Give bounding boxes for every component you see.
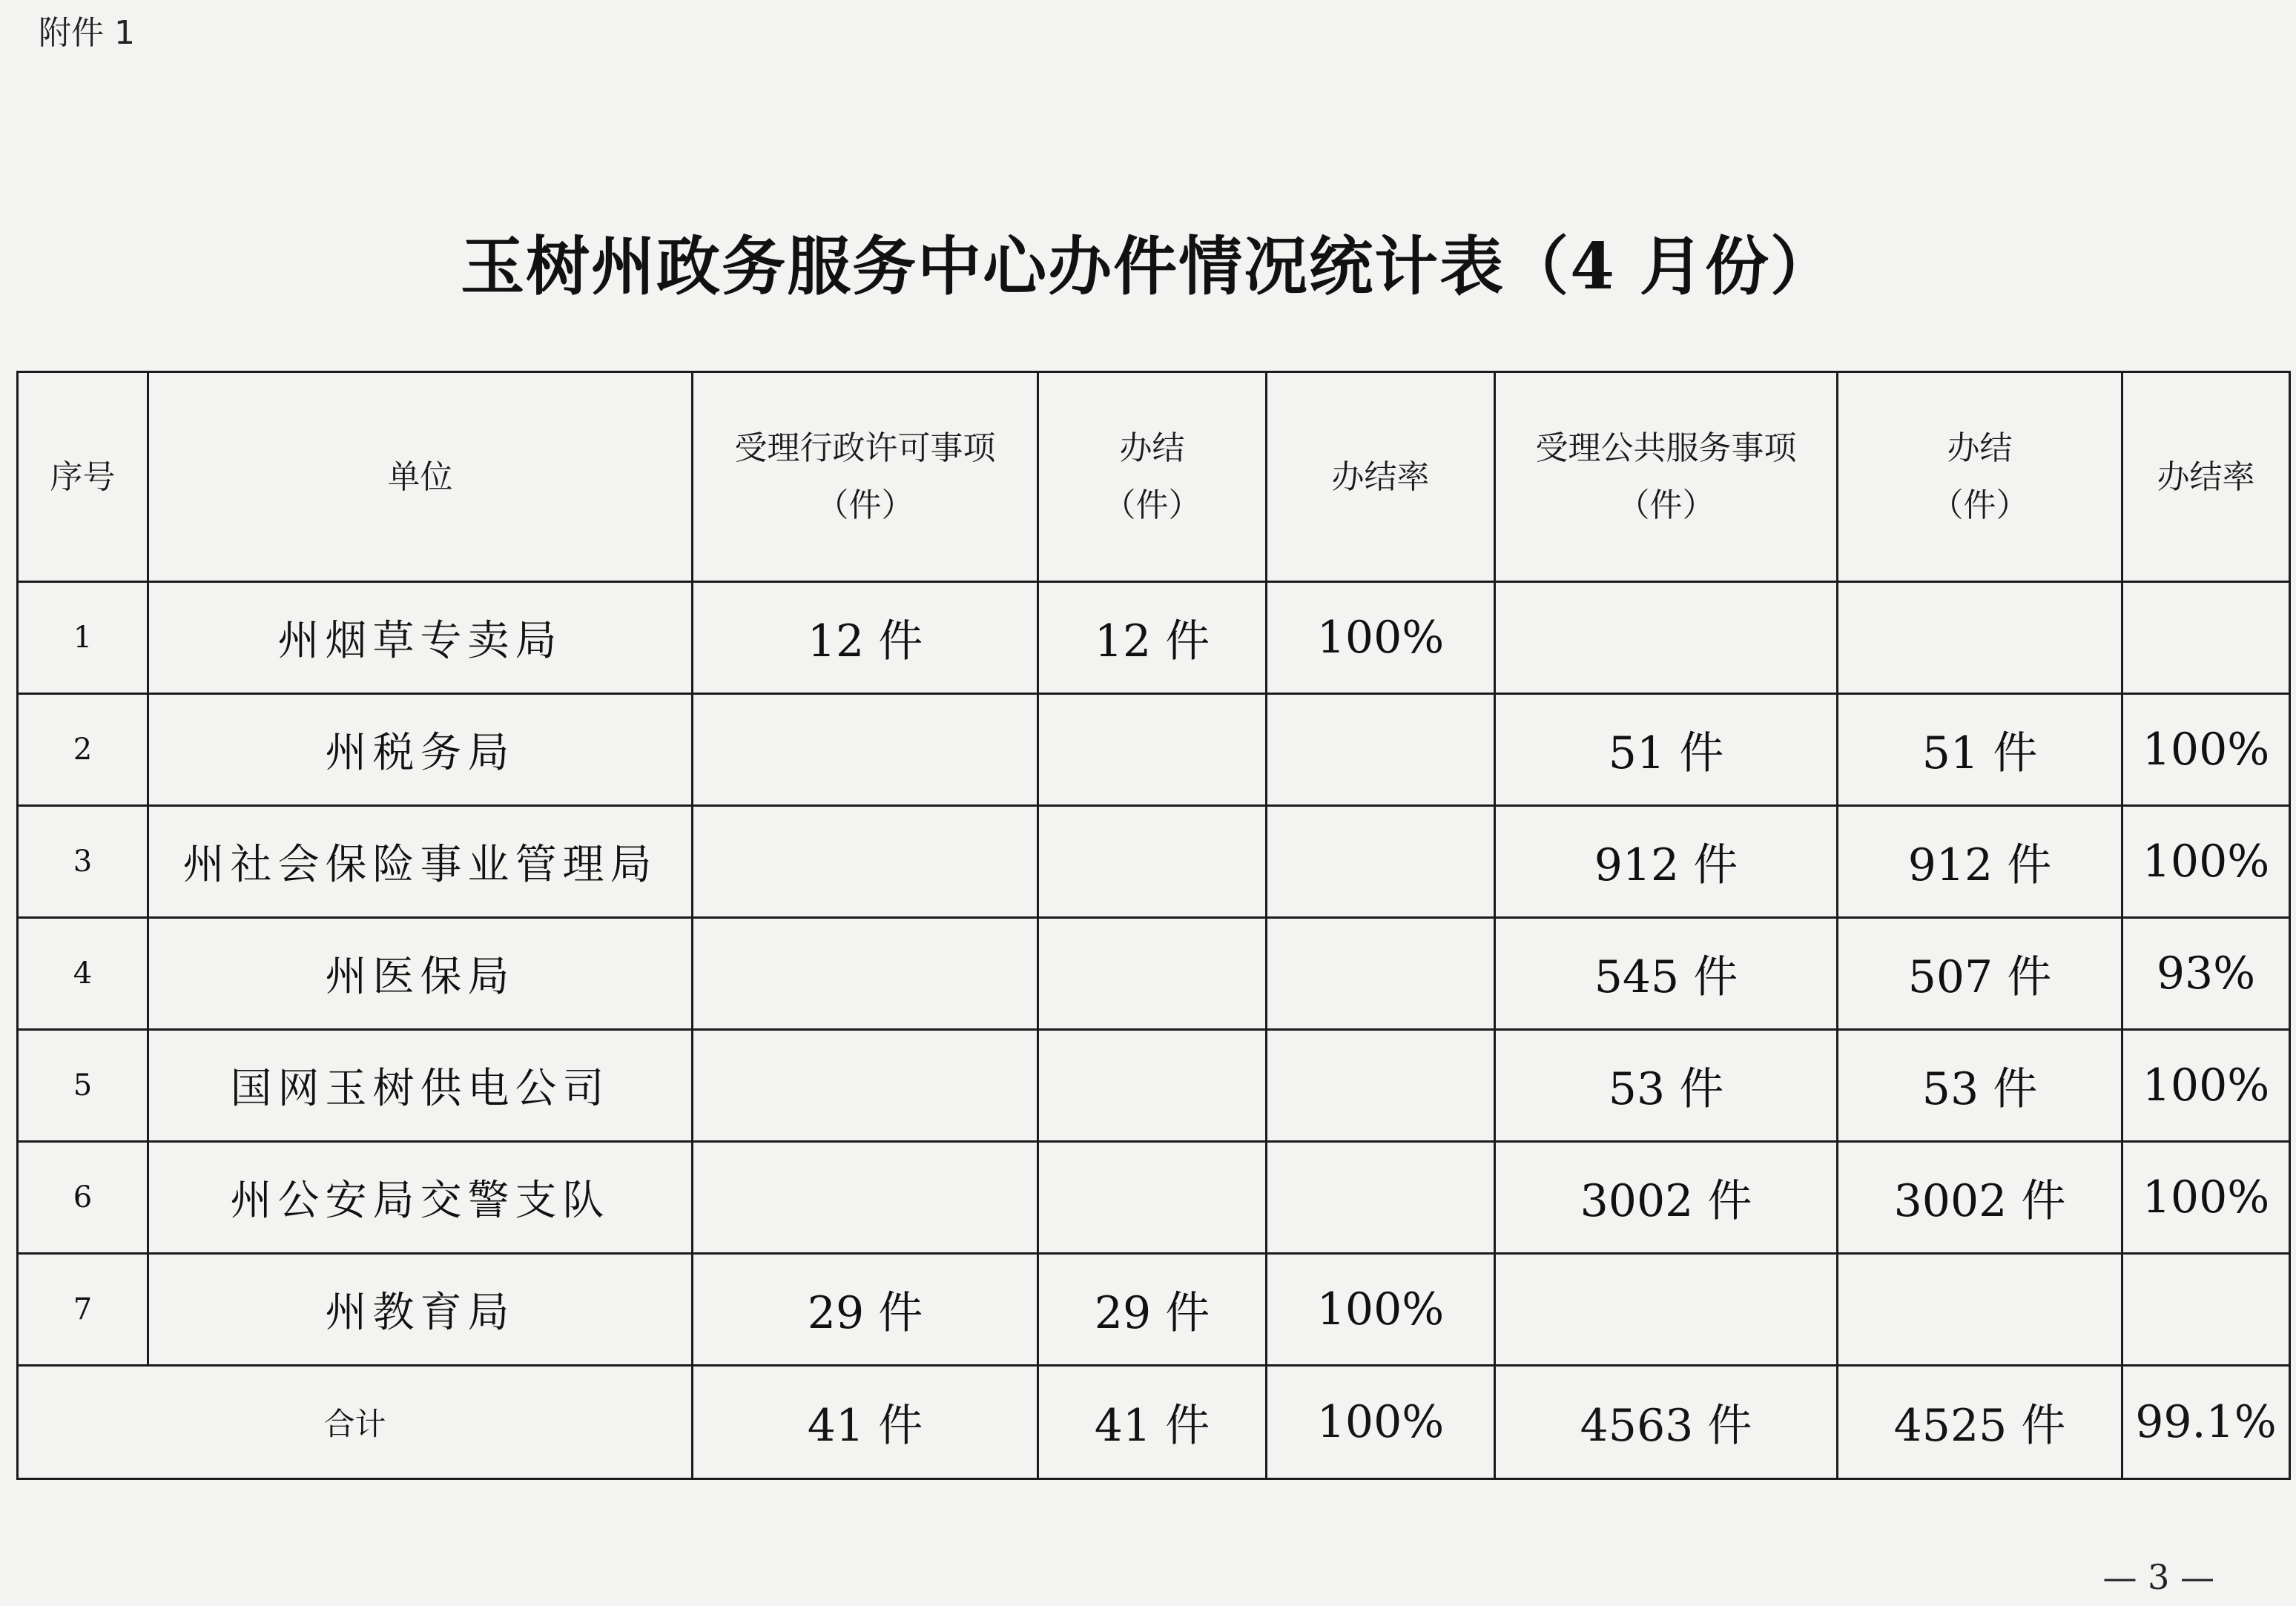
header-admin-done [1038,372,1267,582]
header-public-done-label: 办结 [1947,429,2013,467]
cell-public-rate: 100% [2122,806,2290,918]
statistics-table-container [16,371,2289,1480]
cell-public-rate [2122,1254,2290,1366]
cell-admin-done [1038,1030,1267,1142]
cell-admin-accepted [693,694,1038,806]
table-row [18,1254,2290,1366]
header-public-rate: 办结率 [2122,372,2290,582]
cell-public-rate: 93% [2122,918,2290,1030]
cell-public-done: 507 件 [1838,918,2122,1030]
cell-public-done [1838,582,2122,694]
total-admin-accepted: 41 件 [693,1366,1038,1479]
header-admin-accepted-unit: （件） [816,486,914,524]
cell-admin-rate [1267,806,1495,918]
cell-seq: 1 [18,582,148,694]
cell-unit: 州教育局 [148,1254,693,1366]
cell-seq: 3 [18,806,148,918]
total-admin-rate: 100% [1267,1366,1495,1479]
header-unit: 单位 [148,372,693,582]
cell-seq: 2 [18,694,148,806]
cell-unit: 州医保局 [148,918,693,1030]
total-admin-done: 41 件 [1038,1366,1267,1479]
cell-admin-rate: 100% [1267,582,1495,694]
header-admin-accepted-label: 受理行政许可事项 [734,429,996,467]
cell-admin-rate [1267,1030,1495,1142]
total-public-rate: 99.1% [2122,1366,2290,1479]
header-admin-rate: 办结率 [1267,372,1495,582]
statistics-table [16,371,2291,1480]
header-seq: 序号 [18,372,148,582]
cell-admin-done: 29 件 [1038,1254,1267,1366]
cell-admin-accepted: 29 件 [693,1254,1038,1366]
attachment-label: 附件 1 [39,14,135,52]
table-row [18,806,2290,918]
total-public-done: 4525 件 [1838,1366,2122,1479]
total-public-accepted: 4563 件 [1495,1366,1838,1479]
cell-public-done: 53 件 [1838,1030,2122,1142]
cell-admin-rate [1267,1142,1495,1254]
table-row [18,1142,2290,1254]
header-admin-done-unit: （件） [1103,486,1201,524]
cell-seq: 7 [18,1254,148,1366]
cell-admin-done [1038,918,1267,1030]
cell-public-done: 51 件 [1838,694,2122,806]
table-header-row [18,372,2290,582]
cell-admin-done [1038,806,1267,918]
cell-admin-rate: 100% [1267,1254,1495,1366]
cell-public-accepted: 51 件 [1495,694,1838,806]
cell-public-rate: 100% [2122,694,2290,806]
cell-public-accepted [1495,1254,1838,1366]
cell-admin-rate [1267,918,1495,1030]
page-title: 玉树州政务服务中心办件情况统计表（4 月份） [461,229,1835,304]
header-public-accepted-label: 受理公共服务事项 [1535,429,1797,467]
cell-public-done: 3002 件 [1838,1142,2122,1254]
cell-public-rate [2122,582,2290,694]
cell-seq: 4 [18,918,148,1030]
cell-admin-done [1038,1142,1267,1254]
table-row [18,694,2290,806]
cell-admin-done [1038,694,1267,806]
cell-unit: 州烟草专卖局 [148,582,693,694]
cell-public-accepted: 912 件 [1495,806,1838,918]
cell-seq: 6 [18,1142,148,1254]
cell-admin-accepted [693,1030,1038,1142]
table-row [18,1030,2290,1142]
cell-public-accepted: 3002 件 [1495,1142,1838,1254]
header-public-done-unit: （件） [1930,486,2029,524]
header-admin-done-label: 办结 [1119,429,1185,467]
cell-public-done [1838,1254,2122,1366]
cell-public-done: 912 件 [1838,806,2122,918]
cell-admin-accepted [693,1142,1038,1254]
header-admin-accepted [693,372,1038,582]
table-row [18,582,2290,694]
table-row [18,918,2290,1030]
cell-admin-accepted: 12 件 [693,582,1038,694]
cell-unit: 州税务局 [148,694,693,806]
cell-public-accepted: 545 件 [1495,918,1838,1030]
cell-unit: 州社会保险事业管理局 [148,806,693,918]
cell-admin-rate [1267,694,1495,806]
cell-public-accepted: 53 件 [1495,1030,1838,1142]
cell-admin-accepted [693,806,1038,918]
total-label: 合计 [18,1366,693,1479]
cell-seq: 5 [18,1030,148,1142]
page-number: — 3 — [2102,1557,2214,1597]
header-public-accepted [1495,372,1838,582]
cell-admin-accepted [693,918,1038,1030]
cell-admin-done: 12 件 [1038,582,1267,694]
cell-public-accepted [1495,582,1838,694]
cell-public-rate: 100% [2122,1030,2290,1142]
cell-public-rate: 100% [2122,1142,2290,1254]
header-public-done [1838,372,2122,582]
table-total-row [18,1366,2290,1479]
header-public-accepted-unit: （件） [1617,486,1715,524]
cell-unit: 国网玉树供电公司 [148,1030,693,1142]
cell-unit: 州公安局交警支队 [148,1142,693,1254]
